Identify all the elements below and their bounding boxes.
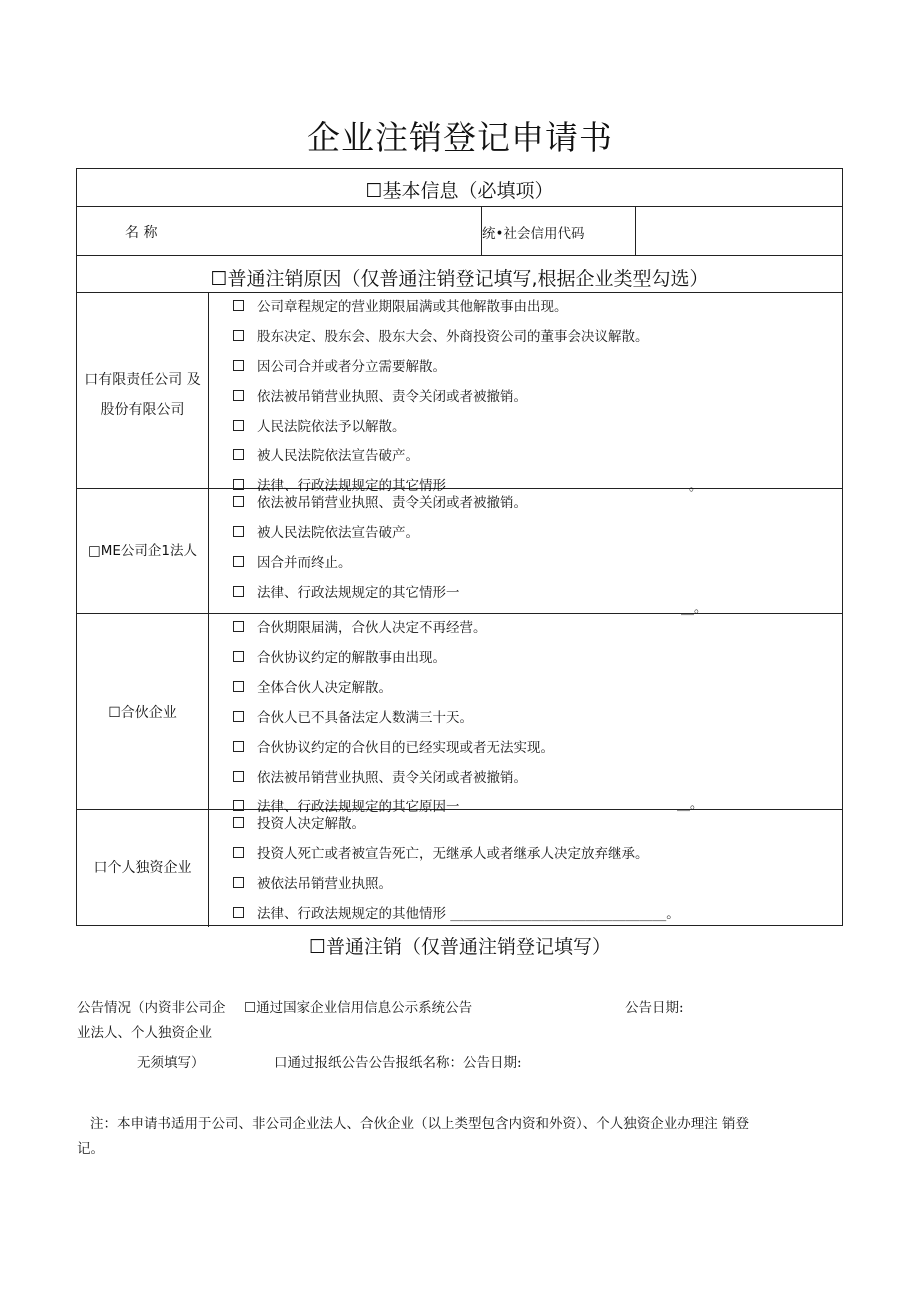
reason-text: 因公司合并或者分立需要解散。 — [257, 359, 446, 375]
category-label-line: □ME公司企1法人 — [87, 543, 198, 559]
checkbox-icon[interactable] — [233, 420, 244, 431]
reason-text: 法律、行政法规规定的其他情形 ________________________________。 — [257, 906, 680, 922]
reason-text: 全体合伙人决定解散。 — [257, 680, 392, 696]
reason-text: 合伙期限届满，合伙人决定不再经营。 — [257, 620, 487, 636]
reason-option[interactable] — [233, 295, 568, 315]
reason-text: 依法被吊销营业执照、责令关闭或者被撤销。 — [257, 389, 527, 405]
reason-option[interactable] — [233, 812, 365, 832]
reason-text: 合伙协议约定的合伙目的已经实现或者无法实现。 — [257, 740, 554, 756]
reason-blank-end: 。 — [689, 479, 703, 494]
reason-header: ☐普通注销原因（仅普通注销登记填写,根据企业类型勾选） — [210, 268, 709, 290]
announce-label-line: 业法人、个人独资企业 — [77, 1025, 212, 1041]
option-newspaper-announcement[interactable]: 口通过报纸公告公告报纸名称：公告日期: — [274, 1055, 522, 1071]
reason-text: 被人民法院依法宣告破产。 — [257, 525, 419, 541]
checkbox-icon[interactable] — [233, 847, 244, 858]
reason-text: 法律、行政法规规定的其它情形 — [257, 478, 446, 494]
checkbox-icon[interactable] — [233, 586, 244, 597]
checkbox-icon[interactable] — [233, 360, 244, 371]
reason-text: 合伙协议约定的解散事由出现。 — [257, 650, 446, 666]
checkbox-icon[interactable] — [233, 449, 244, 460]
reason-option[interactable] — [233, 355, 446, 375]
category-label-line: ☐合伙企业 — [108, 705, 177, 721]
checkbox-icon[interactable] — [233, 390, 244, 401]
checkbox-icon[interactable] — [233, 817, 244, 828]
reason-text: 被人民法院依法宣告破产。 — [257, 448, 419, 464]
announce-label-line: 无须填写） — [137, 1055, 205, 1071]
checkbox-icon[interactable] — [233, 479, 244, 490]
checkbox-icon[interactable] — [233, 330, 244, 341]
category-sole-proprietorship[interactable] — [77, 853, 208, 883]
reason-option[interactable] — [233, 842, 649, 862]
category-label-line: 口有限责任公司 及 — [84, 372, 201, 388]
reason-option[interactable] — [233, 551, 352, 571]
reason-text: 法律、行政法规规定的其它原因一 — [257, 799, 460, 815]
reason-text: 投资人死亡或者被宣告死亡，无继承人或者继承人决定放弃继承。 — [257, 846, 649, 862]
checkbox-icon[interactable] — [233, 907, 244, 918]
reason-text: 合伙人已不具备法定人数满三十天。 — [257, 710, 473, 726]
reason-text: 依法被吊销营业执照、责令关闭或者被撤销。 — [257, 770, 527, 786]
reason-option[interactable] — [233, 385, 527, 405]
reason-option[interactable] — [233, 706, 473, 726]
checkbox-icon[interactable] — [233, 681, 244, 692]
category-partnership[interactable] — [77, 698, 208, 728]
reason-option[interactable] — [233, 491, 527, 511]
reason-text: 法律、行政法规规定的其它情形一 — [257, 585, 460, 601]
form-table — [76, 168, 843, 926]
footnote: 注：本申请书适用于公司、非公司企业法人、合伙企业（以上类型包含内资和外资）、个人独资企业办理注 销登 — [90, 1116, 750, 1132]
reason-text: 因合并而终止。 — [257, 555, 352, 571]
category-label-line: 口个人独资企业 — [93, 860, 192, 876]
footnote-continued: 记。 — [77, 1141, 104, 1157]
row-divider — [77, 292, 842, 293]
reason-option[interactable] — [233, 766, 527, 786]
page-title: 企业注销登记申请书 — [307, 118, 613, 157]
option-system-announcement[interactable]: ☐通过国家企业信用信息公示系统公告 — [244, 1000, 473, 1016]
category-non-company-legal-person[interactable] — [77, 536, 208, 566]
checkbox-icon[interactable] — [233, 800, 244, 811]
reason-option[interactable] — [233, 902, 680, 922]
reason-option[interactable] — [233, 646, 446, 666]
reason-text: 股东决定、股东会、股东大会、外商投资公司的董事会决议解散。 — [257, 329, 649, 345]
checkbox-icon[interactable] — [233, 877, 244, 888]
name-label: 名 称 — [125, 225, 158, 241]
reason-option[interactable] — [233, 325, 649, 345]
checkbox-icon[interactable] — [233, 496, 244, 507]
category-limited-company[interactable] — [77, 365, 208, 425]
credit-code-label: 统•社会信用代码 — [482, 226, 585, 242]
reason-option[interactable] — [233, 616, 487, 636]
row-divider — [77, 255, 842, 256]
reason-blank-end: __。 — [677, 797, 704, 812]
reason-option[interactable] — [233, 736, 554, 756]
reason-option[interactable] — [233, 444, 419, 464]
checkbox-icon[interactable] — [233, 300, 244, 311]
col-divider — [208, 292, 209, 927]
reason-option[interactable] — [233, 521, 419, 541]
announce-date-label: 公告日期: — [625, 1000, 684, 1016]
checkbox-icon[interactable] — [233, 651, 244, 662]
checkbox-icon[interactable] — [233, 526, 244, 537]
row-divider — [77, 613, 842, 614]
reason-text: 依法被吊销营业执照、责令关闭或者被撤销。 — [257, 495, 527, 511]
reason-option[interactable] — [233, 415, 406, 435]
checkbox-icon[interactable] — [233, 741, 244, 752]
reason-text: 投资人决定解散。 — [257, 816, 365, 832]
name-field[interactable] — [209, 207, 480, 254]
reason-text: 公司章程规定的营业期限届满或其他解散事由出现。 — [257, 299, 568, 315]
reason-option[interactable] — [233, 872, 392, 892]
reason-text: 人民法院依法予以解散。 — [257, 419, 406, 435]
reason-blank-end: __。 — [681, 601, 708, 616]
category-label-line: 股份有限公司 — [100, 402, 185, 418]
checkbox-icon[interactable] — [233, 711, 244, 722]
reason-option[interactable] — [233, 676, 392, 696]
reason-option[interactable] — [233, 581, 460, 601]
announce-label-line: 公告情况（内资非公司企 — [77, 1000, 226, 1016]
basic-info-header: ☐基本信息（必填项） — [365, 180, 554, 202]
reason-text: 被依法吊销营业执照。 — [257, 876, 392, 892]
row-divider — [77, 488, 842, 489]
credit-code-field[interactable] — [636, 207, 842, 254]
checkbox-icon[interactable] — [233, 621, 244, 632]
checkbox-icon[interactable] — [233, 771, 244, 782]
checkbox-icon[interactable] — [233, 556, 244, 567]
general-cancellation-header: ☐普通注销（仅普通注销登记填写） — [308, 936, 612, 958]
